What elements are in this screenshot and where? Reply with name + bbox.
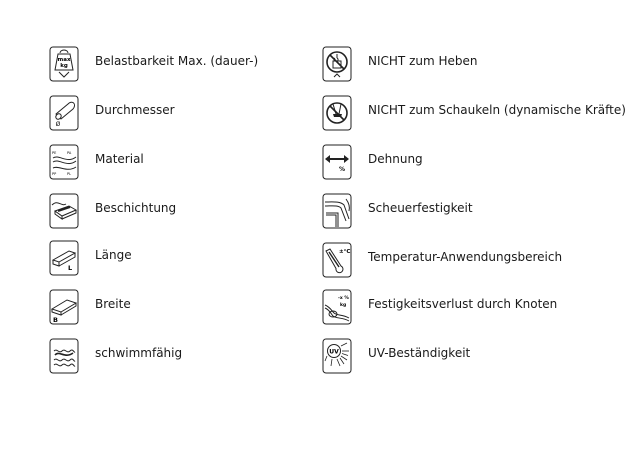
elongation-icon [322, 144, 352, 180]
legend-label: Festigkeitsverlust durch Knoten [368, 297, 558, 311]
no-lifting-icon [322, 46, 352, 82]
svg-text:L: L [68, 264, 73, 272]
svg-text:B: B [53, 316, 58, 324]
svg-text:±°C: ±°C [339, 249, 351, 255]
legend-label: Dehnung [368, 152, 423, 166]
coating-icon [49, 193, 79, 229]
legend-label: NICHT zum Heben [368, 54, 478, 68]
svg-text:PP: PP [52, 172, 57, 176]
legend-label: Scheuerfestigkeit [368, 201, 473, 215]
length-icon [49, 240, 79, 276]
svg-text:max: max [57, 57, 71, 63]
svg-text:PL: PL [67, 172, 72, 176]
no-swinging-icon [322, 95, 352, 131]
legend-label: Material [95, 152, 144, 166]
material-icon [49, 144, 79, 180]
legend-label: Länge [95, 248, 132, 262]
legend-label: Temperatur-Anwendungsbereich [368, 250, 563, 264]
temperature-range-icon [322, 242, 352, 278]
legend-label: NICHT zum Schaukeln (dynamische Kräfte) [368, 103, 626, 117]
svg-text:Ø: Ø [55, 121, 61, 128]
svg-text:UV: UV [329, 348, 339, 356]
legend-label: Beschichtung [95, 201, 177, 215]
svg-text:%: % [339, 166, 346, 173]
legend-label: Breite [95, 297, 131, 311]
svg-text:-x %: -x % [338, 296, 349, 301]
legend-label: Belastbarkeit Max. (dauer-) [95, 54, 259, 68]
abrasion-resistance-icon [322, 193, 352, 229]
width-icon [49, 289, 79, 325]
diameter-icon [49, 95, 79, 131]
legend-label: Durchmesser [95, 103, 175, 117]
floating-icon [49, 338, 79, 374]
svg-text:PA: PA [67, 151, 72, 155]
legend-label: schwimmfähig [95, 346, 183, 360]
svg-text:kg: kg [340, 303, 347, 308]
legend-label: UV-Beständigkeit [368, 346, 471, 360]
knot-strength-loss-icon [322, 289, 352, 325]
max-load-weight-icon [49, 46, 79, 82]
svg-text:PE: PE [52, 151, 57, 155]
svg-text:kg: kg [60, 63, 68, 69]
uv-resistance-icon [322, 338, 352, 374]
